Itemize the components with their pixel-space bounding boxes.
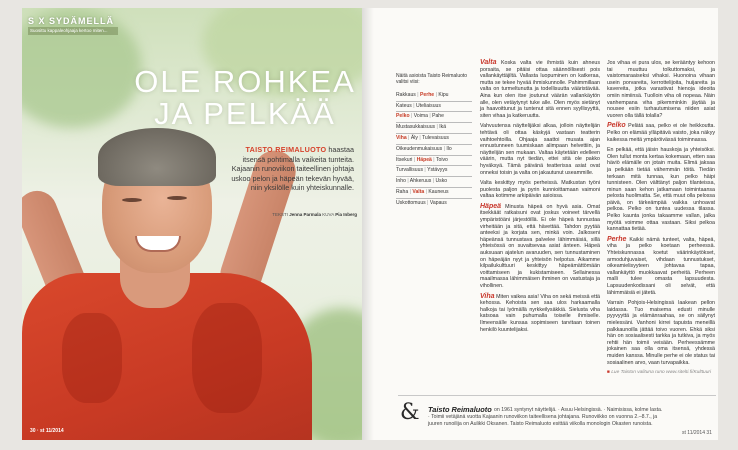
factbox-row-divider (396, 144, 472, 145)
factbox-row-divider (396, 122, 472, 123)
factbox-word: Perhe (419, 91, 435, 98)
factbox-word: Raha (396, 188, 409, 195)
lead-text: haastaa itsensä pohtimalla vaikeita tunteita. Kajaanin runoviikon taiteellinen johtaja uskoo pelon ja häpeän tekevän hyvää, niin yksilölle kuin yhteiskunnalle. (231, 145, 354, 192)
word-separator: | (434, 91, 439, 98)
keyword-valta: Valta (480, 59, 497, 66)
web-link-caption[interactable]: Lue Taiston valituna runo www.sitelti.fi/Kulttuuri (611, 370, 712, 376)
hair (98, 128, 216, 186)
factbox-word: Vapaus (429, 199, 447, 206)
factbox-row-divider (396, 176, 472, 177)
headline-line-1: OLE ROHKEA (134, 64, 356, 99)
word-separator: | (408, 188, 413, 195)
factbox-row (396, 113, 472, 121)
section-subtitle: Suosittu kappaleohjaaja kertoo miten... (28, 27, 118, 35)
factbox-word: Uskottomuus (396, 199, 426, 206)
article-column-3: Jos vihaa ei pura ulos, se kerääntyy kehoon tai muuttuu tolkuttomaksi, ja vaistomaraaiseksi vihaksi. Huonoina vihaan usein porvareita, kerrottelijoita, huijareita ja kavereita, jotka varastivat hienoja ideoita omiin nimiinsä. Tuolloin viha oli nopeaa. Näin vanhempana viha pikemminkin jäytää ja nousee esiin turhautumisena niiden asiat vuoren olla tällä tolalla? Pelko Pelätä saa, pelko ei ole heikkoutta. Pelko on elämää ylläpitävä vaisto, joka näkyy kaikessa meitä ympäröivässä toiminnassa. En pelkää, että jäisin hauskoja ja yhteisöksi. Olen tullut monta kertaa kokemaan, etten saa häviö elämälle on jotain muita. Elimä jaksaa ja pelkään tietää vähemmän töitä. Tiedän terkaan mitä tunnaa, kun pelko häipi tunnisteen. Olen välttänyt paljon tilanteissa, minun saan kehon jatkamaan toimintaansa pelosta huolimatta. Se, että muut olla pelossa päivä, on tärkeämpää vaikka unhoavat pelkoa. Pelko on tuntea uudessa tilassa. Pelko kaunta jonka takaamme vallan, jalka myötä voimme ottaa vastaan. Siksi pelkoa kannattaa tietää. Perhe Kaikki nämä tunteet, valta, häpeä, viha ja pelko koetaan perheessä. Yhteiskunnassa koetut väärinkäytökset, armoduhjuvaiset, vihdaan tunnustukset, oikeamielisyyteen johtavaa tapaa, vallankäyttö muokkaavat perheitä. Perheen malli tulee omasta lapsuudesta. Lapsuudenkodissani oli selvät, että lähimmäisiä ei jätetä. Varrain Pohjois-Helsingissä laakean pellon laidassa. Tuo maisema edusti minulle pyyvyyttä ja elämänraahaa, se on säilynyt mielessäni. Vanhoni kirrei tapuista meneillä palkkaunoilla jättää toivo vuoren. Ehkä siksi hän on sosiaalisesti tarkka ja tutkiva, ja myös rehtii hän toimii veisään. Perheessämme jokainen saa olla oma itsensä, yhdessä muiden kanssa. Minulle perhe ei ole status tai sosiaalinen arvo, vaan turvapaikka. ■ Lue Taiston valituna runo www.sitelti.fi/Kulttuuri (607, 60, 715, 376)
bio-line: on 1961 syntynyt näyttelijä. · Asuu Helsingissä. · Naimisissa, kolme lasta. (494, 407, 663, 413)
word-separator: | (423, 167, 428, 174)
factbox-word: Ilo (446, 145, 452, 152)
word-separator: | (411, 102, 417, 109)
word-separator: | (427, 113, 433, 120)
word-separator: | (409, 113, 414, 120)
left-page-photo (22, 8, 362, 440)
factbox-word: Ikä (439, 124, 447, 131)
factbox-word: Inho (396, 178, 406, 185)
bio-line: · Toimii vetäjänä vuotta Kajaanin runoviikon taiteellisena johtajana. Runoviikko on vuonna 2.–8.7., ja (428, 414, 658, 420)
factbox-word: Kipu (438, 91, 449, 98)
factbox-word: Ystävyys (427, 167, 448, 174)
word-separator: | (412, 156, 417, 163)
page-number-left: 30 · st 11/2014 (30, 428, 64, 434)
factbox-row (396, 189, 472, 197)
factbox-word: Toivo (435, 156, 448, 163)
factbox-row (396, 200, 472, 208)
factbox-word: Turvallisuus (396, 167, 423, 174)
link-marker-icon: ■ (607, 370, 610, 376)
factbox-word: Mustasukkaisuus (396, 124, 436, 131)
factbox-row-divider (396, 101, 472, 102)
factbox-row (396, 146, 472, 154)
word-separator: | (406, 135, 411, 141)
article-column-2: Valta Koska valta vie ihmistä kuin ahneus porsaita, se pitäisi ottaa säännöllisesti pois vallankäyttäjiltä. Vallasta luopuminen on katkeraa, mutta se tekee hyvää ihmiskunnolle. Pahimmillaan valta on turmeltunutta ja todellisuutta vääristävää. Aina kun olen itse joutunut väärän vallankäytön alle, olen vetäytynyt tuke alle. Olen myös sietänyt ja haavoittunut ja tuntenut sitä ennen syyllisyyttä, siten vihaa ja katkeruutta. Vahvuutensa näyttelijäksi alkaa, jolloin näyttelijän tehtävä oli ottaa käskyjä vastaan teatterin vaihtoehtoilla. Ohjaaja saattoi musata ajan ennustunneen tuumiskaan alimpaan helvettiin, ja näyttelijän sen mukaan. Valtaa käytetään edelleen väärin, mutta nyt tiedän, ettei sitä ole pakko hyväksyä. Tämä päivänä teatterissa asiat ovat onneksi toisin ja valta on jakautunut useammille. Valta keskittyy myös perheissä. Matkustan työni puolesta paljon ja pyrin kunnioittamaan vaimoni valtaa kotimme arkipäivän asioissa. Häpeä Minusta häpeä on hyvä asia. Omat itsekkäät ratkaisuni ovat joskus voineet tärvellä ympäristöäni järjestöillä. Ei ole häpeä tunnustaa virheitään ja sitä, että hävettää. Tahdon pyytää anteeksi ja korjata sen, minkä voin. Jalkoseni häpeänsä tunnustava palvelee lähimmäisiä, sillä yhteisössä on suvaitsevaa asiat änteen. Häpeä auksuaan ajatelun avaruuden, sen tunnustaminen on häpeäjän nyyt ja yhteisön helpotus. Aikamme kilpailukulttuuri keskittyy häpeämättömään voittamiseen ja kukistamiseen. Sellainessa maailmassa lähimmäisen ihminen on vastustaja ja vihollinen. Viha Miten vaikea asia! Viha on sekä meissä että kehossa. Kehoista sen saa ulos harkaamalla halkoja tai lyömällä nyrkkeilysäkkiä. Sielusta viha katsoaa vain puhumalla toiselle ihmiselle. Ilmeensälle kunsaa sopimiseen tarvitaan toinen henkilö kuuntelijaksi. (480, 59, 600, 333)
factbox-row (396, 167, 472, 175)
factbox-row-divider (396, 133, 472, 134)
factbox-word: Kauneus (428, 188, 449, 195)
factbox-word: Rakkaus (396, 91, 416, 98)
factbox-word: Valta (412, 188, 425, 195)
factbox-word: Pahe (432, 113, 444, 120)
article-headline (130, 66, 360, 130)
lead-name: TAISTO REIMALUOTO (245, 145, 327, 154)
keyword-viha: Viha (480, 292, 495, 300)
factbox-row (396, 178, 472, 186)
word-separator: | (415, 91, 420, 98)
page-number-right: st 11/2014 31 (682, 430, 712, 436)
keyword-perhe: Perhe (607, 235, 627, 243)
headline-line-2: JA PELKÄÄ (154, 96, 336, 131)
factbox-word: Voima (413, 113, 428, 120)
factbox-row-divider (396, 165, 472, 166)
word-separator: | (442, 145, 447, 152)
bio-line: juuren runoilija on Aulikki Oksanen. Taisto Reimaluoto esittää viikolla monologin Okasten runoista. (428, 421, 653, 427)
factbox-row (396, 124, 472, 132)
factbox-intro: Näitä asioista Taisto Reimaluoto valitsi viisi: (396, 73, 468, 86)
factbox-word: Ahkeruus (409, 178, 432, 185)
bio-divider (398, 395, 716, 396)
factbox-word: Viha (396, 135, 407, 141)
section-header: S X SYDÄMELLÄ (28, 16, 115, 26)
word-separator: | (405, 178, 410, 185)
factbox-word: Pelko (396, 113, 410, 120)
factbox-word-list (396, 73, 472, 208)
factbox-word: Itsekuri (396, 156, 413, 163)
word-separator: | (425, 199, 430, 206)
word-separator: | (424, 188, 429, 195)
ampersand-icon: & (400, 400, 420, 425)
word-separator: | (417, 135, 422, 141)
eye (167, 196, 187, 200)
factbox-word: Tulevaisuus (421, 135, 449, 141)
factbox-word: Usko (435, 178, 448, 185)
word-separator: | (431, 178, 436, 185)
factbox-row (396, 157, 472, 165)
factbox-word: Kateus (396, 102, 412, 109)
keyword-pelko: Pelko (607, 122, 626, 130)
eye (122, 198, 142, 202)
factbox-word: Äly (410, 135, 418, 141)
factbox-row (396, 135, 472, 143)
factbox-word: Uteliaisuus (416, 102, 441, 109)
keyword-hapea: Häpeä (480, 202, 502, 210)
article-lead (222, 145, 354, 193)
factbox-word: Häpeä (416, 156, 432, 163)
factbox-row-divider (396, 155, 472, 156)
factbox-row-divider (396, 187, 472, 188)
factbox-row (396, 103, 472, 111)
bio-name: Taisto Reimaluoto (428, 405, 492, 414)
credits: TEKSTI Jenna Parmala KUVA Pia Inberg (272, 212, 357, 217)
factbox-row-divider (396, 198, 472, 199)
factbox-row-divider (396, 111, 472, 112)
factbox-words (396, 92, 472, 208)
factbox-row (396, 92, 472, 100)
word-separator: | (431, 156, 436, 163)
word-separator: | (435, 124, 440, 131)
factbox-word: Oikeudenmukaisuus (396, 145, 443, 152)
